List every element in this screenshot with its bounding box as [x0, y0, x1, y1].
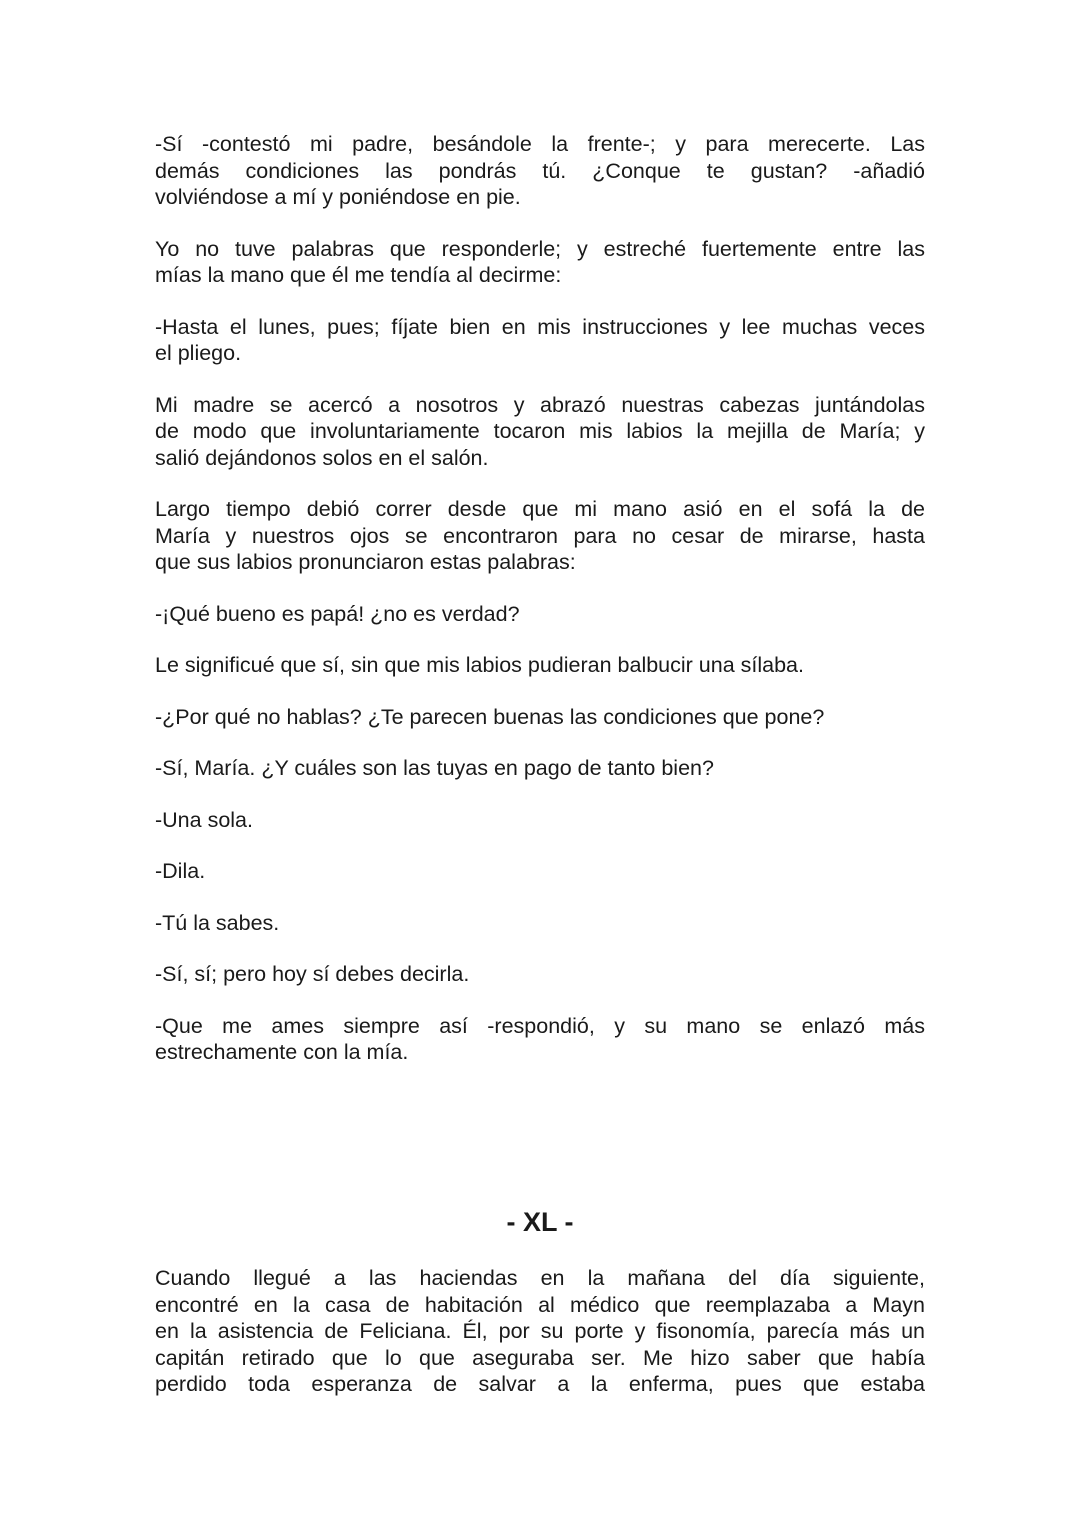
paragraph: [155, 496, 925, 576]
text-line: -Tú la sabes.: [155, 910, 280, 935]
paragraph: [155, 236, 925, 289]
text-line: -Hasta el lunes, pues; fíjate bien en mis instrucciones y lee muchas veces: [155, 314, 925, 339]
chapter-xl-text: [155, 1265, 925, 1423]
text-line: que sus labios pronunciaron estas palabras:: [155, 550, 576, 574]
text-line: de modo que involuntariamente tocaron mis labios la mejilla de María; y: [155, 419, 925, 443]
text-line: mías la mano que él me tendía al decirme:: [155, 263, 562, 287]
text-line: en la asistencia de Feliciana. Él, por su porte y fisonomía, parecía más un: [155, 1319, 925, 1343]
paragraph: [155, 1013, 925, 1066]
text-line: María y nuestros ojos se encontraron para no cesar de mirarse, hasta: [155, 523, 925, 548]
text-line: -Sí, María. ¿Y cuáles son las tuyas en pago de tanto bien?: [155, 756, 714, 780]
text-line: -Que me ames siempre así -respondió, y su mano se enlazó más: [155, 1013, 925, 1038]
text-line: -Sí, sí; pero hoy sí debes decirla.: [155, 962, 470, 986]
paragraph: [155, 601, 925, 628]
text-line: encontré en la casa de habitación al médico que reemplazaba a Mayn: [155, 1292, 925, 1317]
chapter-text-before: [155, 131, 925, 1091]
text-line: Le significué que sí, sin que mis labios pudieran balbucir una sílaba.: [155, 653, 804, 677]
paragraph: [155, 807, 925, 834]
text-line: -Dila.: [155, 859, 206, 883]
paragraph: [155, 652, 925, 679]
paragraph: [155, 1265, 925, 1398]
text-line: capitán retirado que lo que aseguraba ser. Me hizo saber que había: [155, 1345, 925, 1370]
text-line: -¡Qué bueno es papá! ¿no es verdad?: [155, 601, 520, 626]
text-line: -Sí -contestó mi padre, besándole la frente-; y para merecerte. Las: [155, 132, 925, 156]
text-line: Cuando llegué a las haciendas en la mañana del día siguiente,: [155, 1266, 925, 1290]
text-line: Largo tiempo debió correr desde que mi mano asió en el sofá la de: [155, 497, 925, 521]
paragraph: [155, 314, 925, 367]
text-line: estrechamente con la mía.: [155, 1040, 409, 1064]
text-line: el pliego.: [155, 341, 242, 365]
paragraph: [155, 961, 925, 988]
chapter-heading: - XL -: [506, 1207, 574, 1237]
text-line: Yo no tuve palabras que responderle; y estreché fuertemente entre las: [155, 236, 925, 261]
text-line: demás condiciones las pondrás tú. ¿Conque te gustan? -añadió: [155, 158, 925, 183]
paragraph: [155, 910, 925, 937]
text-line: Mi madre se acercó a nosotros y abrazó nuestras cabezas juntándolas: [155, 392, 925, 417]
paragraph: [155, 131, 925, 211]
text-line: -¿Por qué no hablas? ¿Te parecen buenas las condiciones que pone?: [155, 704, 825, 729]
paragraph: [155, 858, 925, 885]
text-line: -Una sola.: [155, 807, 253, 832]
text-line: volviéndose a mí y poniéndose en pie.: [155, 185, 521, 209]
paragraph: [155, 392, 925, 472]
text-line: salió dejándonos solos en el salón.: [155, 445, 489, 470]
text-line: perdido toda esperanza de salvar a la enferma, pues que estaba: [155, 1372, 925, 1396]
paragraph: [155, 755, 925, 782]
paragraph: [155, 704, 925, 731]
